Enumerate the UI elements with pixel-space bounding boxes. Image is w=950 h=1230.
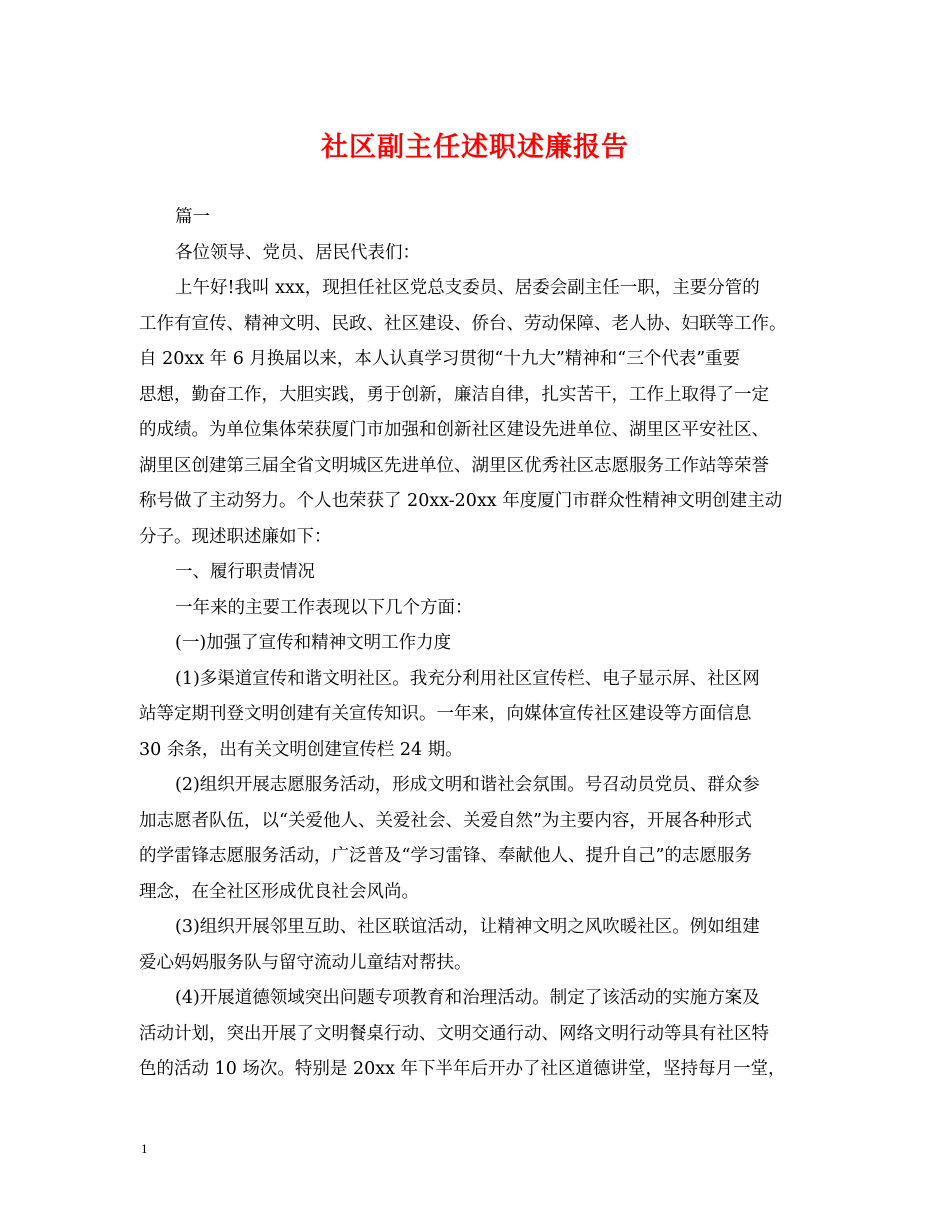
text-line: 上午好!我叫 xxx，现担任社区党总支委员、居委会副主任一职，主要分管的 xyxy=(175,278,760,298)
text-line: (4)开展道德领域突出问题专项教育和治理活动。制定了该活动的实施方案及 xyxy=(175,988,760,1008)
text-line: 站等定期刊登文明创建有关宣传知识。一年来，向媒体宣传社区建设等方面信息 xyxy=(139,704,752,724)
text-line: (3)组织开展邻里互助、社区联谊活动，让精神文明之风吹暖社区。例如组建 xyxy=(175,917,760,937)
text-line: 分子。现述职述廉如下： xyxy=(139,526,332,547)
text-line: 活动计划，突出开展了文明餐桌行动、文明交通行动、网络文明行动等具有社区特 xyxy=(139,1023,769,1044)
text-line: 理念，在全社区形成优良社会风尚。 xyxy=(139,881,419,902)
text-line: 篇一 xyxy=(175,207,210,227)
page-number: 1 xyxy=(141,1141,148,1156)
text-line: 工作有宣传、精神文明、民政、社区建设、侨台、劳动保障、老人协、妇联等工作。 xyxy=(139,313,787,334)
text-line: 30 余条，出有关文明创建宣传栏 24 期。 xyxy=(139,739,463,760)
text-line: 各位领导、党员、居民代表们： xyxy=(175,242,420,263)
text-line: 的学雷锋志愿服务活动，广泛普及“学习雷锋、奉献他人、提升自己”的志愿服务 xyxy=(139,846,752,866)
document-body xyxy=(139,200,819,1088)
text-line: (一)加强了宣传和精神文明工作力度 xyxy=(175,633,452,653)
text-line: 自 20xx 年 6 月换届以来，本人认真学习贯彻“十九大”精神和“三个代表”重要 xyxy=(139,349,741,369)
text-line: 湖里区创建第三届全省文明城区先进单位、湖里区优秀社区志愿服务工作站等荣誉 xyxy=(139,455,769,476)
text-line: 思想，勤奋工作，大胆实践，勇于创新，廉洁自律，扎实苦干，工作上取得了一定 xyxy=(139,384,769,405)
text-line: (1)多渠道宣传和谐文明社区。我充分利用社区宣传栏、电子显示屏、社区网 xyxy=(175,668,760,689)
text-line: 色的活动 10 场次。特别是 20xx 年下半年后开办了社区道德讲堂，坚持每月一堂， xyxy=(139,1059,786,1079)
text-line: 一年来的主要工作表现以下几个方面： xyxy=(175,597,473,618)
text-line: 称号做了主动努力。个人也荣获了 20xx-20xx 年度厦门市群众性精神文明创建主动 xyxy=(139,491,783,511)
text-line: 一、履行职责情况 xyxy=(175,562,315,582)
document-title: 社区副主任述职述廉报告 xyxy=(321,132,629,163)
text-line: 爱心妈妈服务队与留守流动儿童结对帮扶。 xyxy=(139,952,472,973)
text-line: (2)组织开展志愿服务活动，形成文明和谐社会氛围。号召动员党员、群众参 xyxy=(175,775,760,795)
text-line: 的成绩。为单位集体荣获厦门市加强和创新社区建设先进单位、湖里区平安社区、 xyxy=(139,420,769,440)
text-line: 加志愿者队伍，以“关爱他人、关爱社会、关爱自然”为主要内容，开展各种形式 xyxy=(139,810,752,831)
